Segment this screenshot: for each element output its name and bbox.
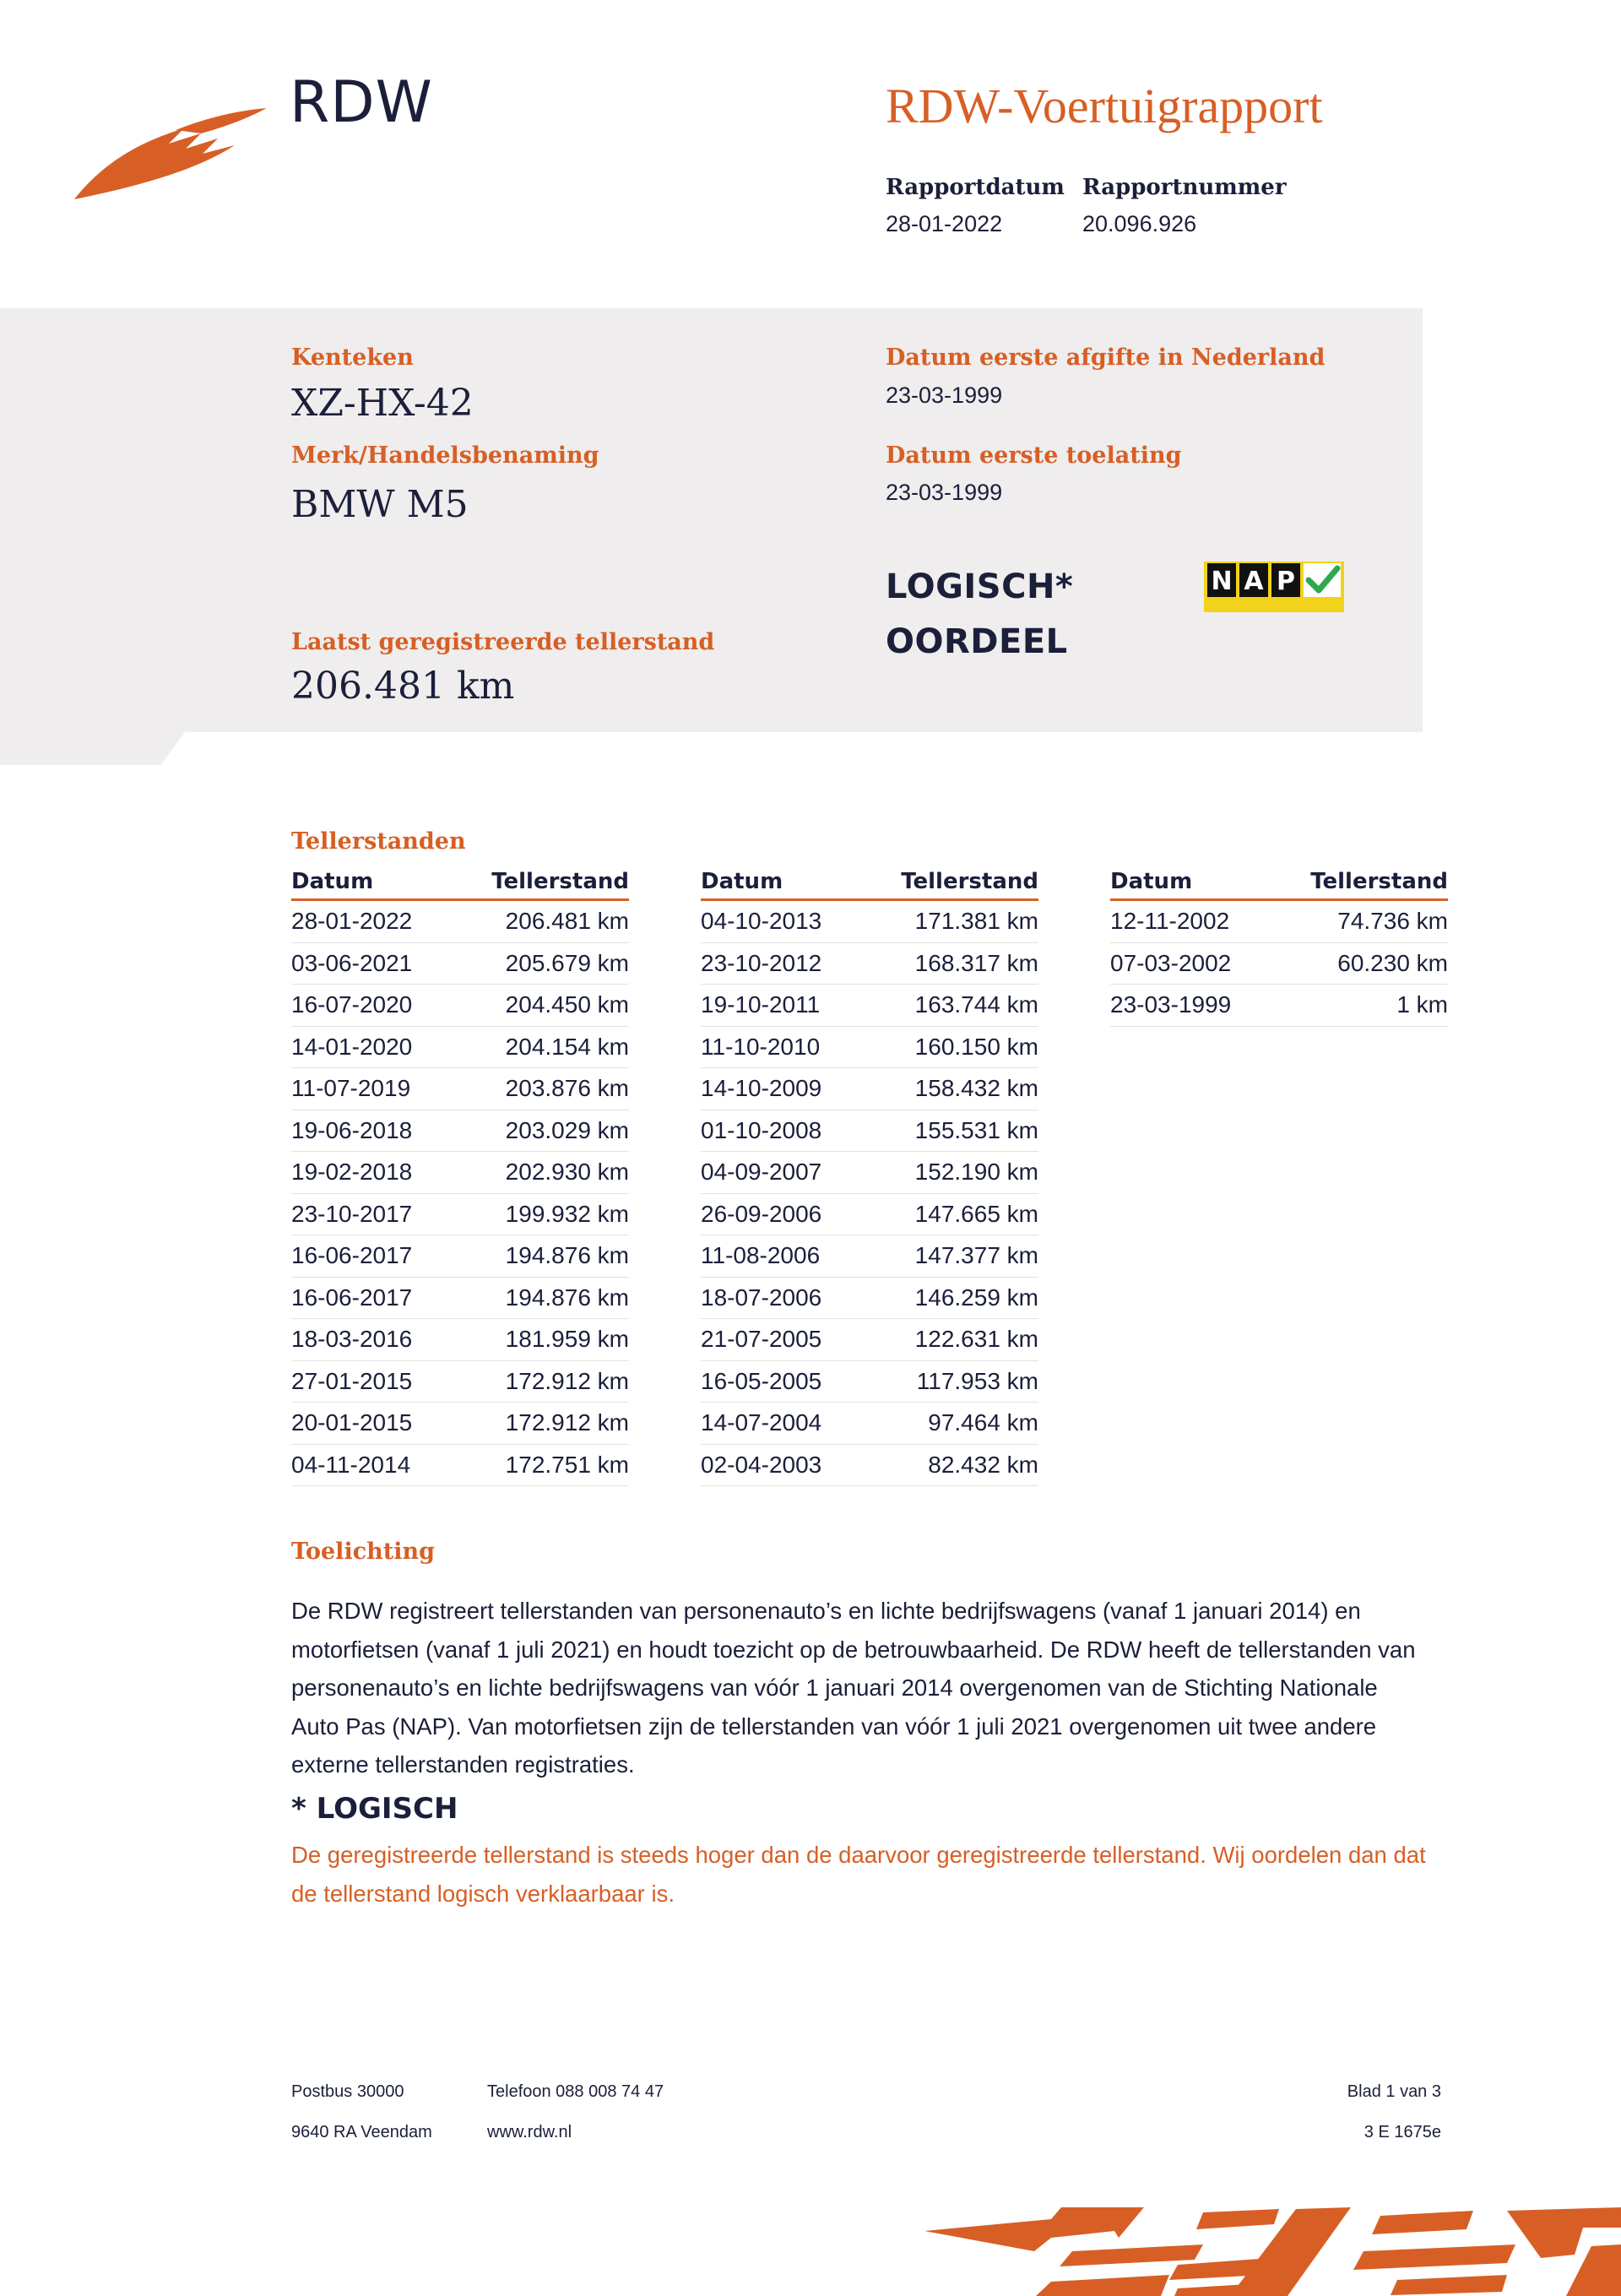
table-row	[701, 1445, 1038, 1487]
odometer-value: 206.481 km	[291, 665, 515, 708]
readings-title: Tellerstanden	[291, 828, 466, 855]
table-row	[291, 1194, 629, 1236]
table-row	[291, 1152, 629, 1194]
reading-date: 21-07-2005	[701, 1326, 822, 1353]
nap-letter-a: A	[1244, 567, 1264, 596]
reading-km: 205.679 km	[505, 949, 629, 976]
explanation-text: De RDW registreert tellerstanden van personenauto’s en lichte bedrijfswagens (vanaf 1 januari 2014) en motorfietsen (vanaf 1 juli 2021) en houdt toezicht op de betrouwbaarheid. De RDW heeft de tellerstanden van personenauto’s en lichte bedrijfswagens van vóór 1 januari 2014 overgenomen van de Stichting Nationale Auto Pas (NAP). Van motorfietsen zijn de tellerstanden van vóór 1 juli 2021 overgenomen uit twee andere externe tellerstanden registraties.	[291, 1598, 1416, 1778]
table-row	[701, 985, 1038, 1027]
reading-date: 14-07-2004	[701, 1409, 822, 1436]
reading-date: 03-06-2021	[291, 949, 413, 976]
reading-km: 147.377 km	[914, 1242, 1038, 1269]
first-admission-date: 23-03-1999	[886, 480, 1003, 505]
panel-notch-shape	[0, 731, 186, 765]
reading-date: 18-03-2016	[291, 1326, 413, 1353]
reading-km: 181.959 km	[505, 1326, 629, 1353]
table-row	[291, 1319, 629, 1361]
reading-date: 19-02-2018	[291, 1159, 413, 1186]
table-row	[291, 943, 629, 985]
table-row	[701, 1278, 1038, 1320]
reading-km: 202.930 km	[505, 1159, 629, 1186]
table-row	[1110, 901, 1448, 943]
reading-date: 04-10-2013	[701, 908, 822, 935]
table-row	[291, 1403, 629, 1445]
reading-date: 23-03-1999	[1110, 991, 1232, 1018]
reading-km: 172.912 km	[505, 1409, 629, 1436]
make-value: BMW M5	[291, 483, 469, 526]
table-row	[291, 1027, 629, 1069]
column-header-reading: Tellerstand	[901, 869, 1038, 894]
footer-document-code: 3 E 1675e	[1363, 2123, 1441, 2141]
reading-date: 11-08-2006	[701, 1242, 821, 1269]
reading-date: 07-03-2002	[1110, 949, 1232, 976]
logisch-text: De geregistreerde tellerstand is steeds hoger dan de daarvoor geregistreerde tellerstand. Wij oordelen dan dat de tellerstand logisch verklaarbaar is.	[291, 1842, 1426, 1907]
reading-date: 16-05-2005	[701, 1367, 822, 1394]
table-row	[701, 901, 1038, 943]
reading-km: 171.381 km	[914, 908, 1038, 935]
readings-table-3	[1110, 866, 1448, 1027]
plate-label: Kenteken	[291, 345, 414, 371]
reading-km: 204.450 km	[505, 991, 629, 1018]
reading-km: 199.932 km	[505, 1200, 629, 1227]
nap-letter-n: N	[1211, 567, 1233, 596]
table-row	[701, 1403, 1038, 1445]
report-date-label: Rapportdatum	[886, 175, 1065, 200]
reading-date: 28-01-2022	[291, 908, 413, 935]
table-row	[291, 901, 629, 943]
reading-km: 163.744 km	[914, 991, 1038, 1018]
reading-date: 14-10-2009	[701, 1075, 822, 1102]
report-number-label: Rapportnummer	[1082, 175, 1287, 200]
odometer-label: Laatst geregistreerde tellerstand	[291, 629, 715, 655]
footer-website-link[interactable]: www.rdw.nl	[487, 2123, 572, 2141]
readings-table-1	[291, 866, 629, 1486]
explanation-title: Toelichting	[291, 1539, 436, 1565]
plate-number: XZ-HX-42	[291, 382, 474, 425]
table-row	[291, 985, 629, 1027]
reading-date: 01-10-2008	[701, 1116, 822, 1143]
reading-km: 117.953 km	[916, 1367, 1038, 1394]
report-title: RDW-Voertuigrapport	[886, 79, 1323, 133]
reading-km: 203.029 km	[505, 1116, 629, 1143]
reading-date: 23-10-2017	[291, 1200, 413, 1227]
footer-page-number: Blad 1 van 3	[1347, 2082, 1441, 2101]
reading-date: 04-09-2007	[701, 1159, 822, 1186]
column-header-date: Datum	[701, 869, 783, 894]
table-row	[291, 1068, 629, 1110]
table-row	[291, 1110, 629, 1153]
table-row	[701, 1235, 1038, 1278]
report-number: 20.096.926	[1082, 211, 1197, 236]
reading-km: 203.876 km	[505, 1075, 629, 1102]
reading-date: 18-07-2006	[701, 1284, 822, 1311]
reading-date: 11-07-2019	[291, 1075, 411, 1102]
reading-km: 122.631 km	[914, 1326, 1038, 1353]
table-row	[291, 1445, 629, 1487]
reading-date: 11-10-2010	[701, 1033, 821, 1060]
reading-date: 02-04-2003	[701, 1451, 822, 1478]
table-row	[701, 1361, 1038, 1403]
reading-date: 20-01-2015	[291, 1409, 413, 1436]
reading-date: 16-07-2020	[291, 991, 413, 1018]
table-row	[701, 1027, 1038, 1069]
reading-km: 206.481 km	[505, 908, 629, 935]
reading-km: 204.154 km	[505, 1033, 629, 1060]
reading-date: 19-06-2018	[291, 1116, 413, 1143]
nap-letter-p: P	[1277, 567, 1295, 596]
table-row	[701, 1194, 1038, 1236]
table-row	[701, 943, 1038, 985]
reading-date: 19-10-2011	[701, 991, 821, 1018]
table-row	[291, 1278, 629, 1320]
table-row	[291, 1361, 629, 1403]
report-date: 28-01-2022	[886, 211, 1003, 236]
reading-date: 14-01-2020	[291, 1033, 413, 1060]
readings-table-2	[701, 866, 1038, 1486]
reading-km: 97.464 km	[928, 1409, 1038, 1436]
reading-km: 160.150 km	[914, 1033, 1038, 1060]
vehicle-summary-panel	[0, 308, 1423, 732]
table-row	[701, 1068, 1038, 1110]
table-row	[701, 1152, 1038, 1194]
reading-date: 16-06-2017	[291, 1242, 413, 1269]
reading-km: 147.665 km	[914, 1200, 1038, 1227]
table-row	[701, 1319, 1038, 1361]
table-header	[701, 866, 1038, 901]
reading-date: 16-06-2017	[291, 1284, 413, 1311]
reading-date: 04-11-2014	[291, 1451, 411, 1478]
reading-date: 23-10-2012	[701, 949, 822, 976]
table-row	[291, 1235, 629, 1278]
verdict-oordeel: OORDEEL	[886, 622, 1068, 661]
reading-km: 172.912 km	[505, 1367, 629, 1394]
reading-km: 82.432 km	[928, 1451, 1038, 1478]
footer-city: 9640 RA Veendam	[291, 2123, 432, 2141]
reading-km: 1 km	[1396, 991, 1448, 1018]
first-admission-label: Datum eerste toelating	[886, 442, 1182, 469]
reading-km: 155.531 km	[914, 1116, 1038, 1143]
reading-date: 27-01-2015	[291, 1367, 413, 1394]
column-header-reading: Tellerstand	[491, 869, 629, 894]
rdw-logo-icon	[74, 100, 268, 201]
table-row	[701, 1110, 1038, 1153]
column-header-date: Datum	[291, 869, 374, 894]
table-row	[1110, 985, 1448, 1027]
footer-phone: Telefoon 088 008 74 47	[487, 2082, 664, 2101]
nap-badge-icon	[1204, 562, 1344, 612]
reading-km: 74.736 km	[1337, 908, 1448, 935]
reading-km: 168.317 km	[914, 949, 1038, 976]
reading-km: 172.751 km	[505, 1451, 629, 1478]
reading-km: 146.259 km	[914, 1284, 1038, 1311]
column-header-reading: Tellerstand	[1310, 869, 1448, 894]
reading-km: 194.876 km	[505, 1284, 629, 1311]
first-nl-date: 23-03-1999	[886, 383, 1003, 408]
footer-stripes-icon	[924, 2207, 1621, 2296]
verdict-logisch: LOGISCH*	[886, 567, 1074, 606]
footer-postbus: Postbus 30000	[291, 2082, 404, 2101]
reading-date: 12-11-2002	[1110, 908, 1230, 935]
table-header	[1110, 866, 1448, 901]
reading-km: 152.190 km	[914, 1159, 1038, 1186]
reading-km: 194.876 km	[505, 1242, 629, 1269]
make-label: Merk/Handelsbenaming	[291, 442, 599, 469]
reading-km: 158.432 km	[914, 1075, 1038, 1102]
table-row	[1110, 943, 1448, 985]
reading-km: 60.230 km	[1337, 949, 1448, 976]
reading-date: 26-09-2006	[701, 1200, 822, 1227]
table-header	[291, 866, 629, 901]
column-header-date: Datum	[1110, 869, 1193, 894]
logisch-title: * LOGISCH	[291, 1792, 458, 1826]
brand-name: RDW	[290, 69, 433, 136]
first-nl-label: Datum eerste afgifte in Nederland	[886, 345, 1326, 371]
